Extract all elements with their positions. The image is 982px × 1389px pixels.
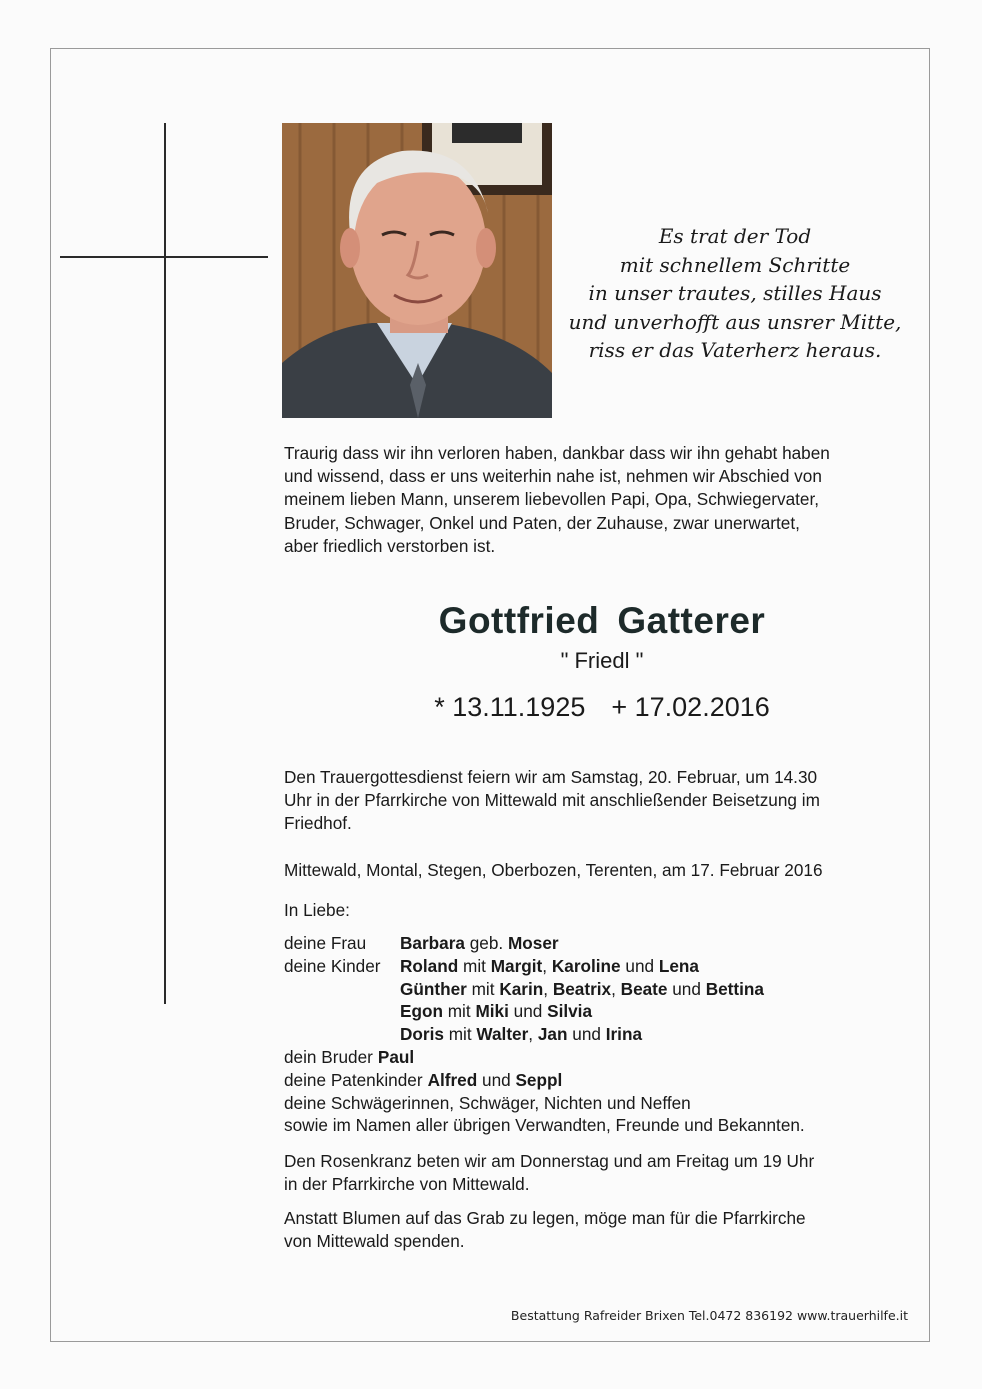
first-name: Gottfried xyxy=(438,600,600,641)
last-name: Gatterer xyxy=(617,600,766,641)
service-line: Uhr in der Pfarrkirche von Mittewald mit anschließender Beisetzung im xyxy=(284,790,820,811)
family-row-others: sowie im Namen aller übrigen Verwandten, Freunde und Bekannten. xyxy=(284,1115,805,1136)
family-label: deine Patenkinder xyxy=(284,1069,423,1090)
intro-line: und wissend, dass er uns weiterhin nahe ist, nehmen wir Abschied von xyxy=(284,466,822,487)
intro-line: meinem lieben Mann, unserem liebevollen Papi, Opa, Schwiegervater, xyxy=(284,489,820,510)
family-label: dein Bruder xyxy=(284,1046,373,1067)
intro-line: Traurig dass wir ihn verloren haben, dankbar dass wir ihn gehabt haben xyxy=(284,443,830,463)
in-love-heading: In Liebe: xyxy=(284,900,350,920)
poem-line: in unser trautes, stilles Haus xyxy=(588,281,882,305)
life-dates xyxy=(282,692,922,723)
birth-date: * 13.11.1925 xyxy=(434,692,586,722)
family-row-brother xyxy=(284,1046,934,1069)
intro-line: aber friedlich verstorben ist. xyxy=(284,535,496,556)
poem-line: mit schnellem Schritte xyxy=(619,252,851,277)
deceased-name xyxy=(282,600,922,642)
family-row-child xyxy=(284,1000,934,1023)
place-and-date: Mittewald, Montal, Stegen, Oberbozen, Terenten, am 17. Februar 2016 xyxy=(284,860,823,880)
intro-paragraph xyxy=(284,442,934,558)
family-row-inlaws: deine Schwägerinnen, Schwäger, Nichten und Neffen xyxy=(284,1092,691,1113)
funeral-service-paragraph xyxy=(284,766,934,836)
family-members: Alfred und Seppl xyxy=(427,1069,563,1090)
memorial-poem xyxy=(560,222,910,365)
flowers-line: Anstatt Blumen auf das Grab zu legen, möge man für die Pfarrkirche xyxy=(284,1208,806,1228)
poem-line: riss er das Vaterherz heraus. xyxy=(588,338,882,362)
family-members: Egon mit Miki und Silvia xyxy=(400,1001,593,1022)
poem-line: und unverhofft aus unsrer Mitte, xyxy=(568,309,902,334)
flowers-paragraph xyxy=(284,1207,934,1253)
poem-line: Es trat der Tod xyxy=(658,224,812,248)
family-label: deine Kinder xyxy=(284,955,381,976)
family-row-child xyxy=(284,978,934,1001)
flowers-line: von Mittewald spenden. xyxy=(284,1231,465,1252)
family-row-children xyxy=(284,955,934,978)
rosary-line: Den Rosenkranz beten wir am Donnerstag und am Freitag um 19 Uhr xyxy=(284,1151,815,1171)
family-row-godchildren xyxy=(284,1069,934,1092)
deceased-nickname: " Friedl " xyxy=(560,648,644,673)
service-line: Friedhof. xyxy=(284,813,352,834)
family-members: Paul xyxy=(377,1046,415,1067)
family-members: Roland mit Margit, Karoline und Lena xyxy=(400,955,699,976)
family-list xyxy=(284,932,934,1137)
family-row-wife xyxy=(284,932,934,955)
family-label: deine Frau xyxy=(284,933,367,953)
service-line: Den Trauergottesdienst feiern wir am Samstag, 20. Februar, um 14.30 xyxy=(284,767,818,787)
rosary-line: in der Pfarrkirche von Mittewald. xyxy=(284,1174,530,1195)
funeral-home-footer: Bestattung Rafreider Brixen Tel.0472 836192 www.trauerhilfe.it xyxy=(510,1308,908,1323)
intro-line: Bruder, Schwager, Onkel und Paten, der Zuhause, zwar unerwartet, xyxy=(284,512,800,533)
family-members: Doris mit Walter, Jan und Irina xyxy=(400,1024,643,1045)
rosary-paragraph xyxy=(284,1150,934,1196)
family-members: Barbara geb. Moser xyxy=(400,933,559,953)
cross-horizontal-bar xyxy=(60,256,268,258)
family-row-child xyxy=(284,1023,934,1046)
family-members: Günther mit Karin, Beatrix, Beate und Bettina xyxy=(400,978,764,999)
portrait-photo xyxy=(282,123,552,418)
death-date: + 17.02.2016 xyxy=(611,692,770,722)
